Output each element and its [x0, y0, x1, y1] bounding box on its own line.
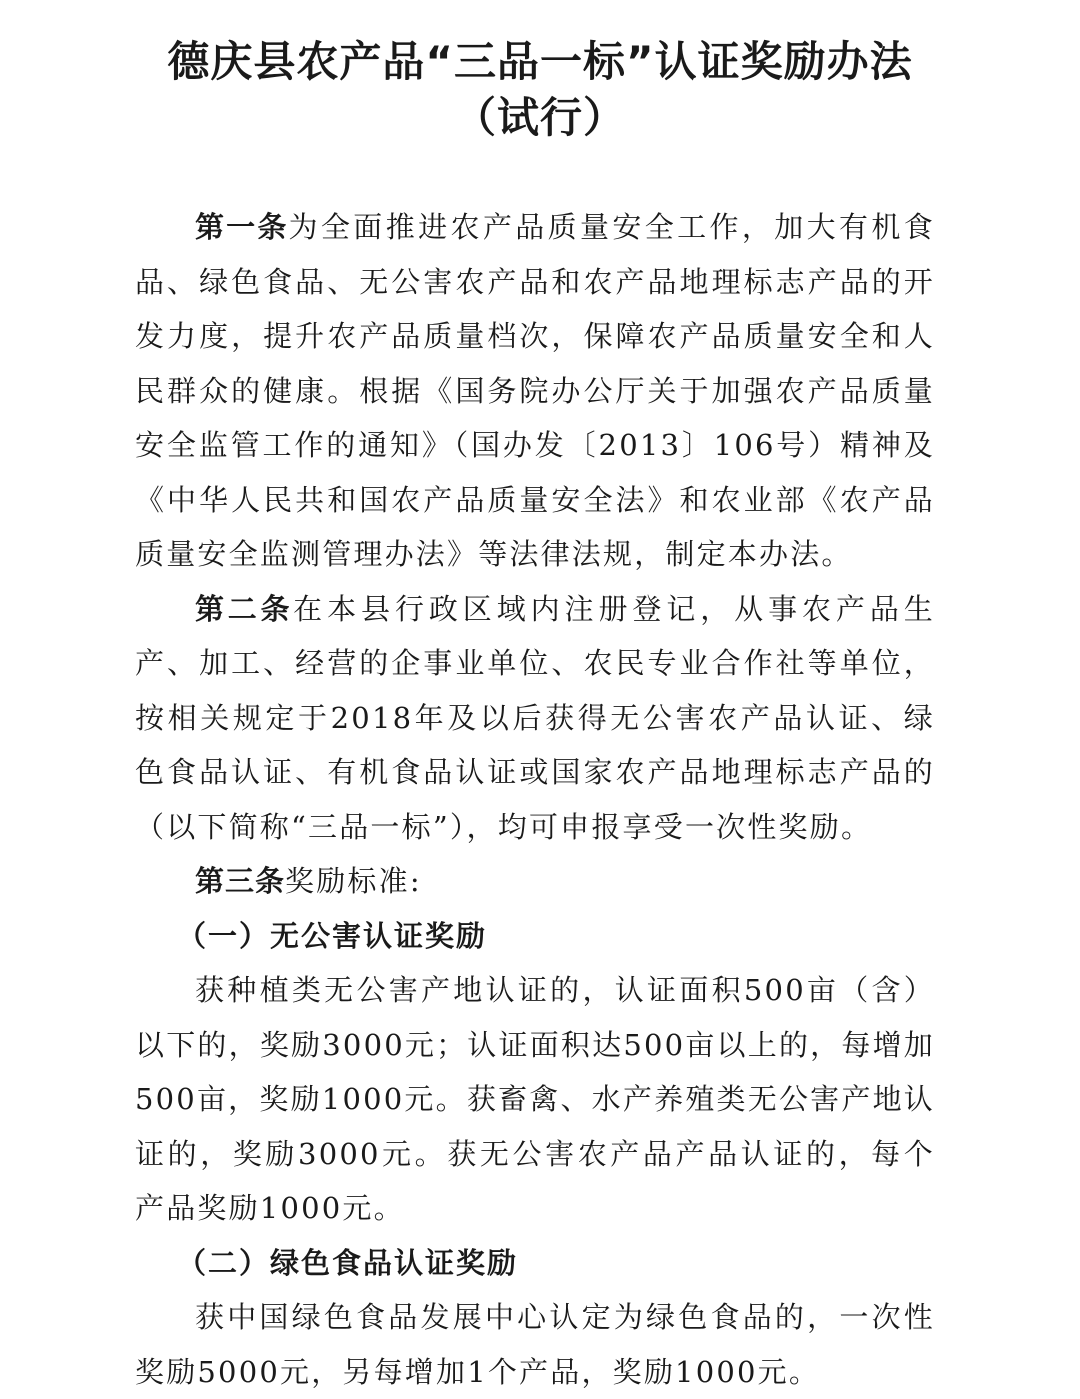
section-1-text: 获种植类无公害产地认证的，认证面积500亩（含）以下的，奖励3000元；认证面积达500亩以上的，每增加500亩，奖励1000元。获畜禽、水产养殖类无公害产地认证的，奖励3000元。获无公害农产品产品认证的，每个产品奖励1000元。	[135, 973, 935, 1225]
document-body	[135, 200, 935, 1399]
document-subtitle: （试行）	[453, 93, 626, 142]
document-title: 德庆县农产品“三品一标”认证奖励办法	[167, 37, 913, 86]
article-3	[135, 854, 935, 909]
section-2-text: 获中国绿色食品发展中心认定为绿色食品的，一次性奖励5000元，另每增加1个产品，奖励1000元。	[135, 1300, 935, 1389]
article-3-text: 奖励标准:	[285, 864, 422, 898]
article-1-text: 为全面推进农产品质量安全工作，加大有机食品、绿色食品、无公害农产品和农产品地理标志产品的开发力度，提升农产品质量档次，保障农产品质量安全和人民群众的健康。根据《国务院办公厅关于加强农产品质量安全监管工作的通知》（国办发〔2013〕106号）精神及《中华人民共和国农产品质量安全法》和农业部《农产品质量安全监测管理办法》等法律法规，制定本办法。	[135, 210, 935, 571]
article-1	[135, 200, 935, 582]
article-2-text: 在本县行政区域内注册登记，从事农产品生产、加工、经营的企事业单位、农民专业合作社等单位，按相关规定于2018年及以后获得无公害农产品认证、绿色食品认证、有机食品认证或国家农产品地理标志产品的（以下简称“三品一标”），均可申报享受一次性奖励。	[135, 591, 935, 844]
article-3-label: 第三条	[195, 864, 286, 898]
article-2-label: 第二条	[195, 591, 294, 626]
article-1-label: 第一条	[195, 210, 289, 244]
section-1-heading: （一）无公害认证奖励	[177, 918, 488, 953]
section-2-heading: （二）绿色食品认证奖励	[177, 1245, 519, 1280]
article-2	[135, 582, 935, 855]
